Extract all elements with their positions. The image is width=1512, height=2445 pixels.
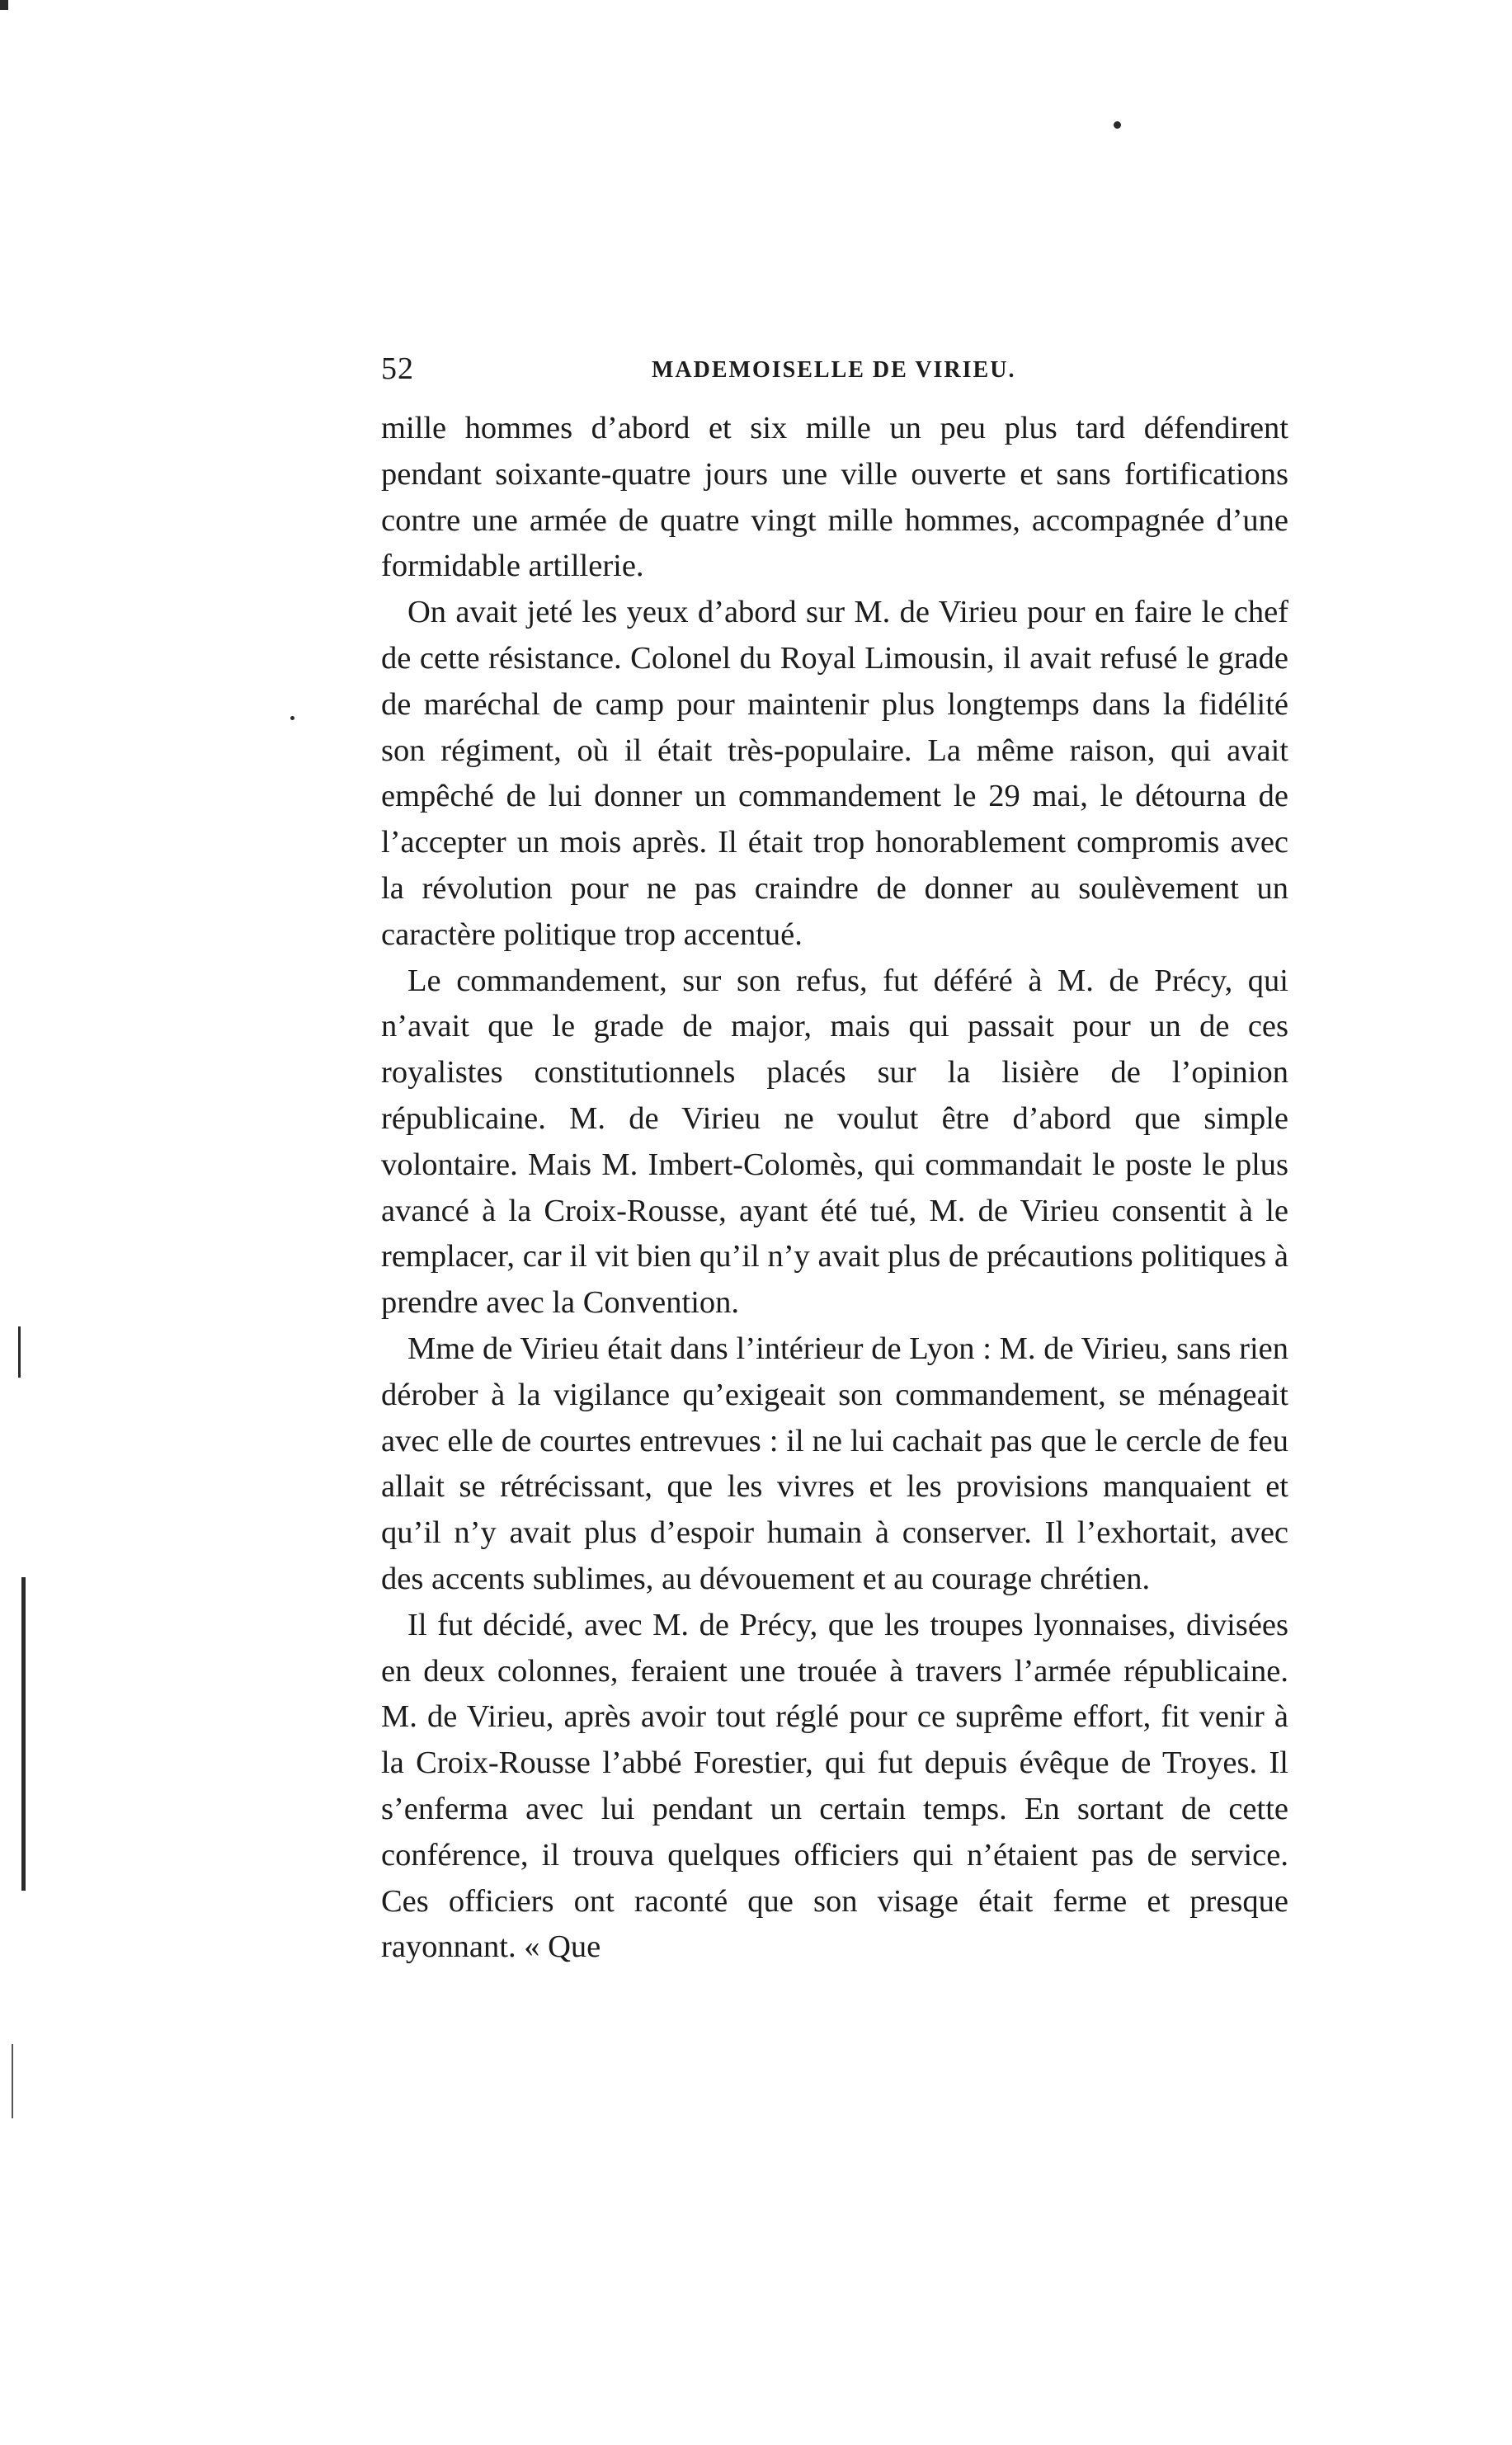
- paragraph-2: On avait jeté les yeux d’abord sur M. de Virieu pour en faire le chef de cette résistance. Colonel du Royal Limousin, il avait refusé le grade de maréchal de camp pour maintenir plus longtemps dans la fidélité son régiment, où il était très-populaire. La même raison, qui avait empêché de lui donner un commandement le 29 mai, le détourna de l’accepter un mois après. Il était trop honorablement compromis avec la révolution pour ne pas craindre de donner au soulèvement un caractère politique trop accentué.: [381, 595, 1288, 952]
- page-number: 52: [381, 351, 414, 386]
- scan-edge-line-1: [18, 1326, 21, 1378]
- body-text: [381, 406, 1288, 1971]
- scan-mark-top-left: [0, 0, 8, 10]
- scan-edge-line-2: [21, 1577, 26, 1891]
- scan-dot-left: [290, 716, 294, 720]
- paragraph-5: Il fut décidé, avec M. de Précy, que les troupes lyonnaises, divisées en deux colonnes, feraient une trouée à travers l’armée républicaine. M. de Virieu, après avoir tout réglé pour ce suprême effort, fit venir à la Croix-Rousse l’abbé Forestier, qui fut depuis évêque de Troyes. Il s’enferma avec lui pendant un certain temps. En sortant de cette conférence, il trouva quelques officiers qui n’étaient pas de service. Ces officiers ont raconté que son visage était ferme et presque rayonnant. « Que: [381, 1607, 1288, 1965]
- scan-dot-top: [1114, 121, 1121, 129]
- scan-edge-line-3: [12, 2044, 13, 2118]
- paragraph-3: Le commandement, sur son refus, fut déféré à M. de Précy, qui n’avait que le grade de major, mais qui passait pour un de ces royalistes constitutionnels placés sur la lisière de l’opinion républicaine. M. de Virieu ne voulut être d’abord que simple volontaire. Mais M. Imbert-Colomès, qui commandait le poste le plus avancé à la Croix-Rousse, ayant été tué, M. de Virieu consentit à le remplacer, car il vit bien qu’il n’y avait plus de précautions politiques à prendre avec la Convention.: [381, 963, 1288, 1321]
- page-header: [381, 351, 1288, 392]
- paragraph-4: Mme de Virieu était dans l’intérieur de Lyon : M. de Virieu, sans rien dérober à la vigilance qu’exigeait son commandement, se ménageait avec elle de courtes entrevues : il ne lui cachait pas que le cercle de feu allait se rétrécissant, que les vivres et les provisions manquaient et qu’il n’y avait plus d’espoir humain à conserver. Il l’exhortait, avec des accents sublimes, au dévouement et au courage chrétien.: [381, 1331, 1288, 1596]
- paragraph-1: mille hommes d’abord et six mille un peu plus tard défendirent pendant soixante-quatre jours une ville ouverte et sans fortifications contre une armée de quatre vingt mille hommes, accompagnée d’une formidable artillerie.: [381, 411, 1288, 584]
- running-title: MADEMOISELLE DE VIRIEU.: [652, 357, 1016, 383]
